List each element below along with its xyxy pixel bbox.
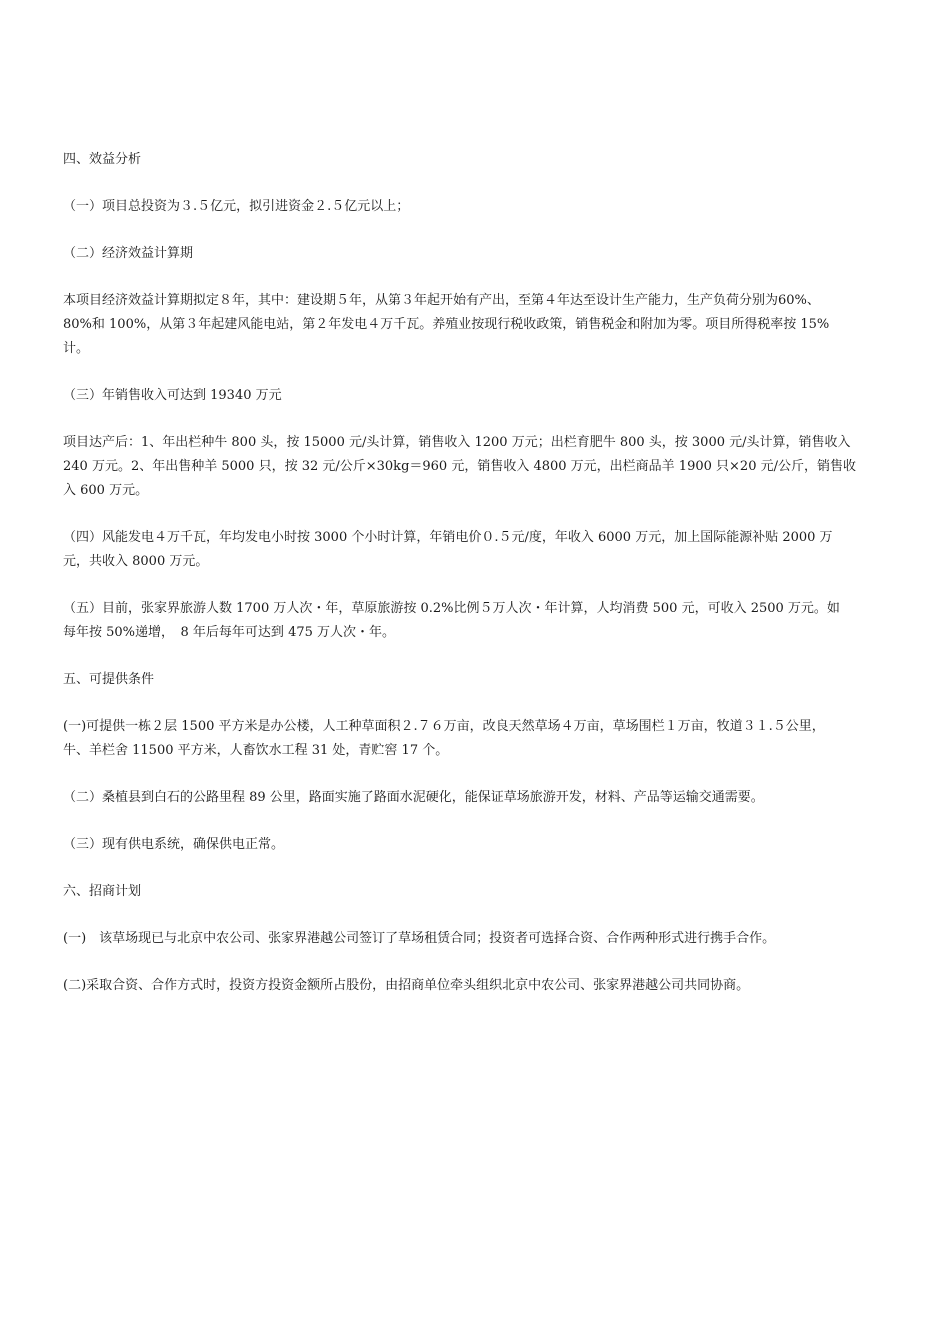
paragraph-road bbox=[63, 786, 883, 810]
text-line: 每年按 50%递增， 8 年后每年可达到 475 万人次・年。 bbox=[63, 625, 396, 640]
subheading-annual-revenue bbox=[63, 384, 883, 408]
text-line: （一）项目总投资为３.５亿元，拟引进资金２.５亿元以上； bbox=[63, 199, 410, 214]
paragraph-livestock-revenue bbox=[63, 431, 883, 503]
text-line: （四）风能发电４万千瓦，年均发电小时按 3000 个小时计算，年销电价０.５元/度，年收入 6000 万元，加上国际能源补贴 2000 万 bbox=[63, 530, 833, 545]
text-line: 四、效益分析 bbox=[63, 152, 142, 167]
section-heading-investment-plan bbox=[63, 880, 883, 904]
paragraph-power-supply bbox=[63, 833, 883, 857]
paragraph-shareholding bbox=[63, 974, 883, 998]
text-line: 五、可提供条件 bbox=[63, 672, 155, 687]
document-body bbox=[63, 148, 883, 998]
section-heading-benefit-analysis bbox=[63, 148, 883, 172]
text-line: (一)可提供一栋２层 1500 平方米是办公楼，人工种草面积２.７６万亩，改良天然草场４万亩，草场围栏１万亩，牧道３１.５公里， bbox=[63, 719, 825, 734]
text-line: 元，共收入 8000 万元。 bbox=[63, 554, 209, 569]
text-line: （三）现有供电系统，确保供电正常。 bbox=[63, 837, 285, 852]
text-line: 本项目经济效益计算期拟定８年，其中：建设期５年，从第３年起开始有产出，至第４年达至设计生产能力，生产负荷分别为60%、 bbox=[63, 293, 820, 308]
paragraph-wind-power bbox=[63, 526, 883, 574]
paragraph-total-investment bbox=[63, 195, 883, 219]
text-line: （三）年销售收入可达到 19340 万元 bbox=[63, 388, 282, 403]
text-line: 80%和 100%，从第３年起建风能电站，第２年发电４万千瓦。养殖业按现行税收政策，销售税金和附加为零。项目所得税率按 15% bbox=[63, 317, 830, 332]
text-line: 240 万元。2、年出售种羊 5000 只，按 32 元/公斤×30kg＝960 元，销售收入 4800 万元，出栏商品羊 1900 只×20 元/公斤，销售收 bbox=[63, 459, 856, 474]
text-line: (二)采取合资、合作方式时，投资方投资金额所占股份，由招商单位牵头组织北京中农公司、张家界港越公司共同协商。 bbox=[63, 978, 750, 993]
text-line: (一) 该草场现已与北京中农公司、张家界港越公司签订了草场租赁合同；投资者可选择合资、合作两种形式进行携手合作。 bbox=[63, 931, 776, 946]
text-line: 计。 bbox=[63, 341, 90, 356]
paragraph-lease-contract bbox=[63, 927, 883, 951]
subheading-calculation-period bbox=[63, 242, 883, 266]
text-line: 项目达产后：1、年出栏种牛 800 头，按 15000 元/头计算，销售收入 1200 万元；出栏育肥牛 800 头，按 3000 元/头计算，销售收入 bbox=[63, 435, 851, 450]
text-line: （五）目前，张家界旅游人数 1700 万人次・年，草原旅游按 0.2%比例５万人次・年计算，人均消费 500 元，可收入 2500 万元。如 bbox=[63, 601, 840, 616]
paragraph-facilities bbox=[63, 715, 883, 763]
text-line: 入 600 万元。 bbox=[63, 483, 149, 498]
text-line: 牛、羊栏舍 11500 平方米，人畜饮水工程 31 处，青贮窖 17 个。 bbox=[63, 743, 449, 758]
paragraph-calculation-period bbox=[63, 289, 883, 361]
paragraph-tourism bbox=[63, 597, 883, 645]
text-line: （二）桑植县到白石的公路里程 89 公里，路面实施了路面水泥硬化，能保证草场旅游开发，材料、产品等运输交通需要。 bbox=[63, 790, 764, 805]
text-line: （二）经济效益计算期 bbox=[63, 246, 194, 261]
text-line: 六、招商计划 bbox=[63, 884, 142, 899]
section-heading-conditions bbox=[63, 668, 883, 692]
